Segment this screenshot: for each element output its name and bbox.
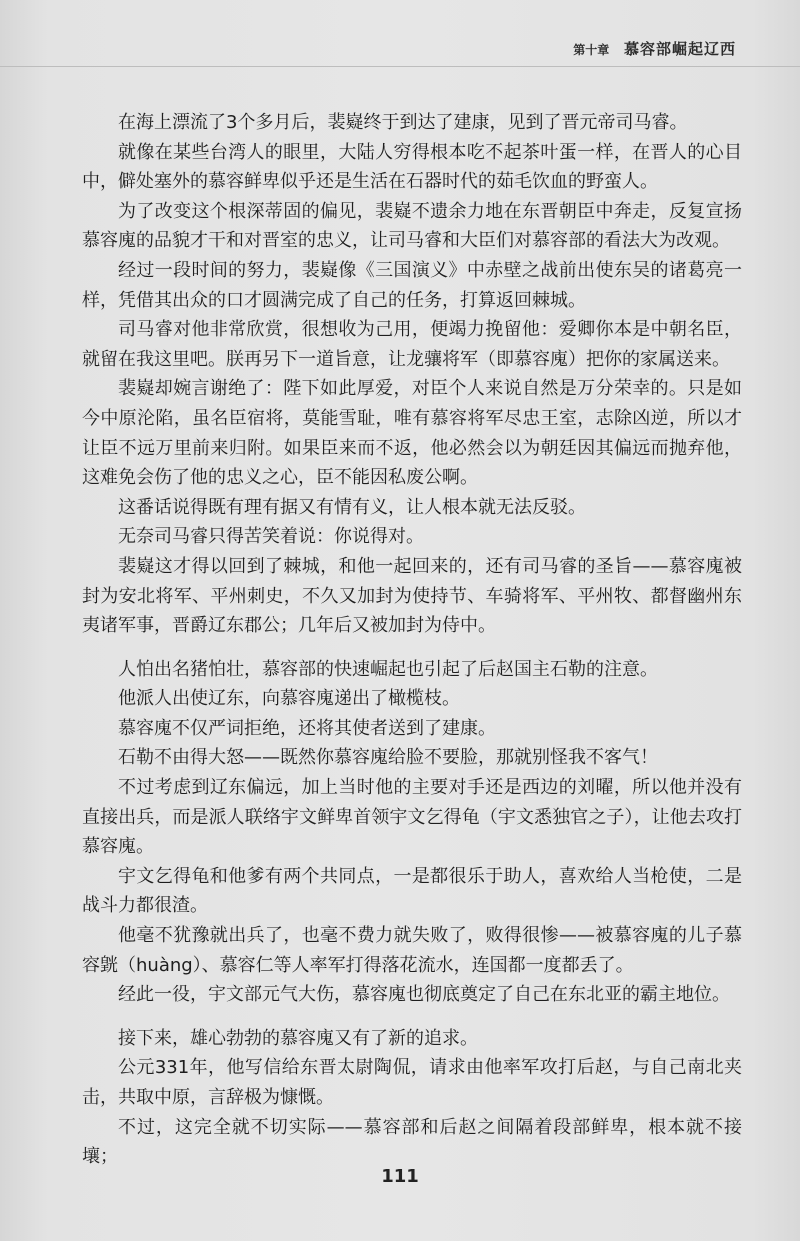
paragraph: 不过，这完全就不切实际——慕容部和后赵之间隔着段部鲜卑，根本就不接壤；	[82, 1116, 742, 1168]
paragraph: 公元331年，他写信给东晋太尉陶侃，请求由他率军攻打后赵，与自己南北夹击，共取中原，言辞极为慷慨。	[82, 1057, 742, 1108]
paragraph: 司马睿对他非常欣赏，很想收为己用，便竭力挽留他：爱卿你本是中朝名臣，就留在我这里吧。朕再另下一道旨意，让龙骧将军（即慕容廆）把你的家属送来。	[82, 319, 742, 370]
paragraph: 宇文乞得龟和他爹有两个共同点，一是都很乐于助人，喜欢给人当枪使，二是战斗力都很渣。	[82, 865, 742, 917]
page-number: 111	[381, 1166, 419, 1187]
paragraph: 在海上漂流了3个多月后，裴嶷终于到达了建康，见到了晋元帝司马睿。	[118, 112, 688, 133]
chapter-label: 第十章	[573, 43, 610, 57]
paragraph: 慕容廆不仅严词拒绝，还将其使者送到了建康。	[118, 717, 496, 739]
paragraph: 人怕出名猪怕壮，慕容部的快速崛起也引起了后赵国主石勒的注意。	[118, 658, 658, 680]
paragraph: 石勒不由得大怒——既然你慕容廆给脸不要脸，那就别怪我不客气！	[118, 747, 658, 769]
chapter-title: 慕容部崛起辽西	[623, 40, 736, 58]
paragraph: 不过考虑到辽东偏远，加上当时他的主要对手还是西边的刘曜，所以他并没有直接出兵，而是派人联络宇文鲜卑首领宇文乞得龟（宇文悉独官之子），让他去攻打慕容廆。	[82, 777, 742, 858]
paragraph: 他毫不犹豫就出兵了，也毫不费力就失败了，败得很惨——被慕容廆的儿子慕容皝（huàng）、慕容仁等人率军打得落花流水，连国都一度都丢了。	[82, 925, 742, 976]
paragraph: 裴嶷这才得以回到了棘城，和他一起回来的，还有司马睿的圣旨——慕容廆被封为安北将军、平州刺史，不久又加封为使持节、车骑将军、平州牧、都督幽州东夷诸军事，晋爵辽东郡公；几年后又被加封为侍中。	[82, 555, 742, 637]
paragraph: 接下来，雄心勃勃的慕容廆又有了新的追求。	[118, 1027, 478, 1049]
body-text	[82, 108, 742, 1172]
running-header	[573, 38, 736, 59]
header-divider	[0, 66, 800, 67]
paragraph: 这番话说得既有理有据又有情有义，让人根本就无法反驳。	[118, 496, 586, 518]
paragraph: 为了改变这个根深蒂固的偏见，裴嶷不遗余力地在东晋朝臣中奔走，反复宣扬慕容廆的品貌才干和对晋室的忠义，让司马睿和大臣们对慕容部的看法大为改观。	[82, 200, 742, 252]
paragraph: 就像在某些台湾人的眼里，大陆人穷得根本吃不起茶叶蛋一样，在晋人的心目中，僻处塞外的慕容鲜卑似乎还是生活在石器时代的茹毛饮血的野蛮人。	[82, 141, 742, 193]
paragraph: 他派人出使辽东，向慕容廆递出了橄榄枝。	[118, 688, 460, 710]
paragraph: 裴嶷却婉言谢绝了：陛下如此厚爱，对臣个人来说自然是万分荣幸的。只是如今中原沦陷，虽名臣宿将，莫能雪耻，唯有慕容将军尽忠王室，志除凶逆，所以才让臣不远万里前来归附。如果臣来而不返，他必然会以为朝廷因其偏远而抛弃他，这难免会伤了他的忠义之心，臣不能因私废公啊。	[82, 378, 742, 489]
paragraph: 经此一役，宇文部元气大伤，慕容廆也彻底奠定了自己在东北亚的霸主地位。	[118, 984, 730, 1006]
section-gap	[82, 641, 742, 655]
paragraph: 无奈司马睿只得苦笑着说：你说得对。	[118, 526, 424, 548]
section-gap	[82, 1010, 742, 1024]
paragraph: 经过一段时间的努力，裴嶷像《三国演义》中赤壁之战前出使东吴的诸葛亮一样，凭借其出众的口才圆满完成了自己的任务，打算返回棘城。	[82, 259, 742, 311]
